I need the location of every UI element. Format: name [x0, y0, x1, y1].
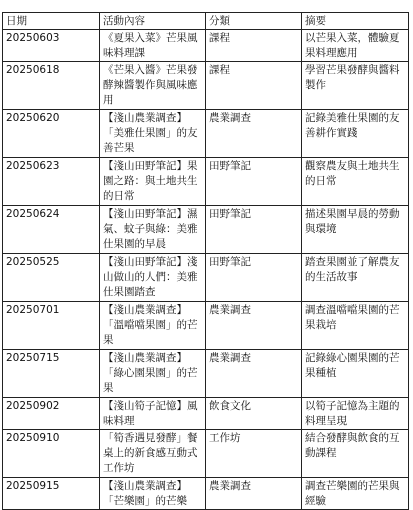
cell-content: 【淺山農業調查】「芒樂園」的芒樂 — [100, 478, 206, 510]
cell-category: 田野筆記 — [206, 206, 302, 254]
table-row — [3, 158, 409, 206]
cell-category: 飲食文化 — [206, 398, 302, 430]
cell-date: 20250525 — [3, 254, 100, 302]
table-row — [3, 430, 409, 478]
table-row — [3, 206, 409, 254]
cell-content: 【淺山田野筆記】濕氣、蚊子與綠：美雅仕果園的早晨 — [100, 206, 206, 254]
table-row — [3, 398, 409, 430]
cell-content: 【淺山農業調查】「綠心園果園」的芒果 — [100, 350, 206, 398]
cell-content: 《芒果入醬》芒果發酵辣醬製作與風味應用 — [100, 62, 206, 110]
cell-category: 農業調查 — [206, 478, 302, 510]
cell-summary: 以芒果入菜，體驗夏果料理應用 — [302, 30, 409, 62]
table-row — [3, 350, 409, 398]
cell-summary: 踏查果園並了解農友的生活故事 — [302, 254, 409, 302]
cell-category: 農業調查 — [206, 110, 302, 158]
cell-summary: 調查芒樂園的芒果與經驗 — [302, 478, 409, 510]
cell-summary: 學習芒果發酵與醬料製作 — [302, 62, 409, 110]
cell-category: 田野筆記 — [206, 158, 302, 206]
cell-date: 20250715 — [3, 350, 100, 398]
cell-date: 20250701 — [3, 302, 100, 350]
cell-date: 20250624 — [3, 206, 100, 254]
cell-summary: 以筍子記憶為主題的料理呈現 — [302, 398, 409, 430]
cell-summary: 調查溫噹噹果園的芒果栽培 — [302, 302, 409, 350]
cell-date: 20250618 — [3, 62, 100, 110]
table-row — [3, 478, 409, 510]
table-row — [3, 30, 409, 62]
cell-date: 20250623 — [3, 158, 100, 206]
cell-date: 20250620 — [3, 110, 100, 158]
cell-content: 【淺山田野筆記】果園之路：與土地共生的日常 — [100, 158, 206, 206]
header-summary: 摘要 — [302, 13, 409, 30]
cell-summary: 觀察農友與土地共生的日常 — [302, 158, 409, 206]
cell-category: 課程 — [206, 30, 302, 62]
cell-category: 工作坊 — [206, 430, 302, 478]
cell-date: 20250910 — [3, 430, 100, 478]
cell-content: 【淺山農業調查】「美雅仕果園」的友善芒果 — [100, 110, 206, 158]
cell-content: 【淺山農業調查】「溫噹噹果園」的芒果 — [100, 302, 206, 350]
activity-table — [2, 12, 409, 510]
table-header-row — [3, 13, 409, 30]
cell-summary: 記錄美雅仕果園的友善耕作實踐 — [302, 110, 409, 158]
cell-category: 農業調查 — [206, 302, 302, 350]
table-row — [3, 62, 409, 110]
header-content: 活動內容 — [100, 13, 206, 30]
cell-date: 20250902 — [3, 398, 100, 430]
cell-summary: 結合發酵與飲食的互動課程 — [302, 430, 409, 478]
cell-content: 《夏果入菜》芒果風味料理課 — [100, 30, 206, 62]
cell-date: 20250915 — [3, 478, 100, 510]
table-row — [3, 302, 409, 350]
cell-content: 「筍香遇見發酵」餐桌上的新食感互動式工作坊 — [100, 430, 206, 478]
cell-category: 田野筆記 — [206, 254, 302, 302]
cell-category: 課程 — [206, 62, 302, 110]
cell-summary: 描述果園早晨的勞動與環境 — [302, 206, 409, 254]
table-row — [3, 254, 409, 302]
cell-content: 【淺山田野筆記】淺山做山的人們：美雅仕果園踏查 — [100, 254, 206, 302]
cell-category: 農業調查 — [206, 350, 302, 398]
cell-date: 20250603 — [3, 30, 100, 62]
header-category: 分類 — [206, 13, 302, 30]
header-date: 日期 — [3, 13, 100, 30]
cell-content: 【淺山筍子記憶】風味料理 — [100, 398, 206, 430]
table-row — [3, 110, 409, 158]
cell-summary: 記錄綠心園果園的芒果種植 — [302, 350, 409, 398]
